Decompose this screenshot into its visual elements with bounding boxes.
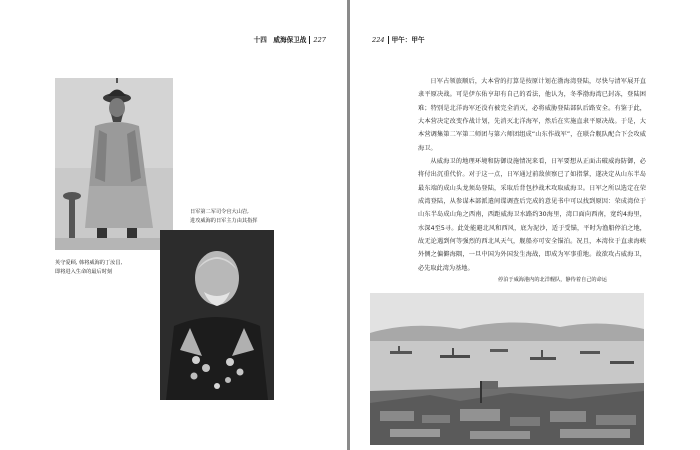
caption-general	[190, 208, 257, 226]
right-page-number: 224	[372, 36, 385, 44]
paragraph-1: 日军占领旅顺后，大本营的打算是按原计划在渤海湾登陆，尽快与清军展开直隶平原决战。可是伊东佑亨却有自己的看法，他认为，冬季渤海湾已封冻，登陆困难；特别是北洋海军还没有被完全消灭，必将威胁登陆部队后路安全。有鉴于此，大本营决定改变作战计划，先消灭北洋海军，然后在实施直隶平原决战。于是，大本营调集第二军第二师团与第六师团组成“山东作战军”，在联合舰队配合下会攻威海卫。	[418, 78, 646, 152]
book-header: 甲午：甲午	[391, 36, 425, 44]
portrait-photo-seated-official	[55, 78, 173, 250]
header-divider	[388, 36, 389, 44]
caption-harbor: 停泊于威海港内的北洋舰队，静待着自己的命运	[498, 277, 607, 283]
harbor-fleet-photo	[370, 293, 644, 445]
chapter-header: 十四 威海保卫战	[253, 36, 307, 44]
left-page	[0, 0, 348, 450]
body-text	[418, 75, 646, 275]
caption-general-line-1: 日军第二军司令官大山岩,	[190, 209, 249, 215]
paragraph-2: 从威海卫的地理环境和防御设施情况来看，日军要想从正面击破威海防御，必将付出沉重代价。对于这一点，日军通过前敌侦察已了如指掌，遂决定从山东半岛最东端的成山头龙须岛登陆，采取后背包抄战术攻取威海卫。日军之所以选定在荣成湾登陆，从参谋本部派遣间谍调查后完成的意见书中可以找到原因：荣成湾位于山东半岛成山角之西南，西距威海卫水路约30海里，湾口面向西南，宽约4海里，水深4至5寻。此处能避北风和西风，底为泥沙，适于受锚，平时为渔船停泊之地，故无论遇到何等强烈的西北风天气，舰船亦可安全锚泊。况且，本湾位于直隶海峡外侧之偏僻海隅，一旦中国为外国发生海战，即成为军事重地。故欲攻占威海卫，必先取此湾为基地。	[418, 158, 646, 272]
right-running-header	[372, 34, 425, 44]
caption-official-line-2: 即将进入生命的最后时刻	[55, 269, 113, 275]
caption-official-line-1: 英守爱顾, 韩将威海的丁汝昌,	[55, 260, 123, 266]
header-divider	[309, 36, 310, 44]
caption-general-line-2: 进攻威海的日军主力由其指挥	[190, 218, 258, 224]
left-page-number: 227	[313, 36, 326, 44]
caption-seated-official	[55, 259, 122, 277]
left-running-header	[254, 34, 326, 44]
portrait-photo-uniformed-general	[160, 230, 274, 400]
